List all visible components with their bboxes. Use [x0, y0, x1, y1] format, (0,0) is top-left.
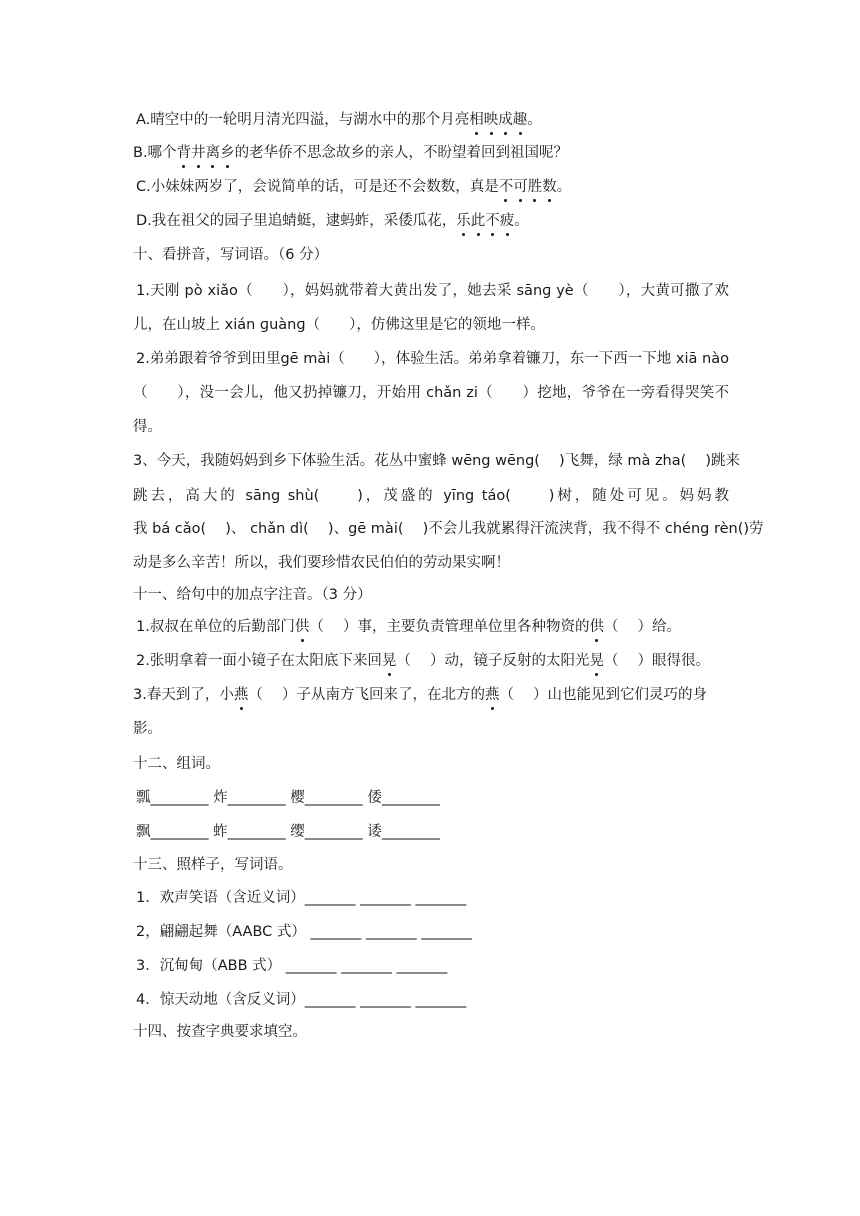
dotted-char: 乐 [456, 213, 471, 229]
s11-q3: 3.春天到了，小燕（ ）子从南方飞回来了，在北方的燕（ ）山也能见到它们灵巧的身 [133, 687, 708, 703]
s11-q1: 1.叔叔在单位的后勤部门供（ ）事，主要负责管理单位里各种物资的供（ ）给。 [136, 619, 682, 635]
option-a: A.晴空中的一轮明月清光四溢，与湖水中的那个月亮相映成趣。 [136, 112, 542, 128]
section-12-heading: 十二、组词。 [133, 756, 220, 772]
s13-line2: 2，翩翩起舞（AABC 式） _______ _______ _______ [136, 924, 472, 940]
s10-q3-line2: 跳去，高大的 sāng shù( )，茂盛的 yīng táo( )树，随处可见。妈妈教 [133, 488, 729, 504]
s11-q2: 2.张明拿着一面小镜子在太阳底下来回晃（ ）动，镜子反射的太阳光晃（ ）眼得很。 [136, 653, 711, 669]
option-c: C.小妹妹两岁了，会说简单的话，可是还不会数数，真是不可胜数。 [136, 179, 572, 195]
dotted-char: 不 [485, 213, 500, 229]
dotted-char: 趣 [512, 112, 528, 128]
option-d: D.我在祖父的园子里追蜻蜓，逮蚂蚱，采倭瓜花，乐此不疲。 [136, 213, 529, 229]
section-11-heading: 十一、给句中的加点字注音。（3 分） [133, 587, 372, 603]
dotted-char: 映 [483, 112, 499, 128]
s12-row1: 瓢________ 炸________ 樱________ 倭________ [136, 790, 440, 806]
s10-q2-line1: 2.弟弟跟着爷爷到田里gē mài（ ），体验生活。弟弟拿着镰刀，东一下西一下地 xiā nào [136, 351, 729, 367]
dotted-char: 胜 [527, 179, 543, 195]
s10-q3-line3: 我 bá cǎo( )、 chǎn dì( )、gē mài( )不会儿我就累得汗流浃背，我不得不 chéng rèn()劳 [133, 521, 764, 537]
s10-q2-line2: （ ），没一会儿，他又扔掉镰刀，开始用 chǎn zi（ ）挖地，爷爷在一旁看得哭笑不 [133, 385, 729, 401]
dotted-char: 晃 [589, 653, 604, 669]
dotted-char: 可 [513, 179, 528, 195]
s13-line3: 3．沉甸甸（ABB 式） _______ _______ _______ [136, 958, 448, 974]
dotted-char: 供 [294, 619, 310, 635]
s10-q1-line2: 儿，在山坡上 xián ɡuànɡ（ ），仿佛这里是它的领地一样。 [133, 317, 545, 333]
s10-q3-line4: 动是多么辛苦！所以，我们要珍惜农民伯伯的劳动果实啊！ [133, 555, 510, 571]
option-b: B.哪个背井离乡的老华侨不思念故乡的亲人，不盼望着回到祖国呢？ [133, 145, 569, 161]
dotted-char: 乡 [220, 145, 235, 161]
dotted-char: 数 [542, 179, 557, 195]
section-10-heading: 十、看拼音，写词语。（6 分） [133, 247, 329, 263]
s10-q2-line3: 得。 [133, 419, 162, 435]
s12-row2: 飘________ 蚱________ 缨________ 诿________ [136, 824, 440, 840]
s10-q1-line1: 1.天刚 pò xiǎo（ ），妈妈就带着大黄出发了，她去采 sānɡ yè（ ），大黄可撒了欢 [136, 283, 729, 299]
dotted-char: 此 [470, 213, 486, 229]
s10-q3-line1: 3、今天，我随妈妈到乡下体验生活。花丛中蜜蜂 wēng wēng( )飞舞，绿 mà zha( )跳来 [133, 453, 741, 469]
dotted-char: 疲 [499, 213, 515, 229]
dotted-char: 成 [498, 112, 513, 128]
dotted-char: 燕 [484, 687, 500, 703]
dotted-char: 不 [498, 179, 514, 195]
dotted-char: 井 [191, 145, 206, 161]
dotted-char: 燕 [233, 687, 249, 703]
dotted-char: 离 [205, 145, 221, 161]
dotted-char: 供 [589, 619, 604, 635]
section-14-heading: 十四、按查字典要求填空。 [133, 1024, 307, 1040]
section-13-heading: 十三、照样子，写词语。 [133, 857, 293, 873]
dotted-char: 晃 [381, 653, 397, 669]
s13-line1: 1．欢声笑语（含近义词）_______ _______ _______ [136, 890, 467, 906]
dotted-char: 相 [469, 112, 484, 128]
dotted-char: 背 [176, 145, 192, 161]
s13-line4: 4．惊天动地（含反义词）_______ _______ _______ [136, 992, 467, 1008]
s11-q3-line2: 影。 [133, 721, 162, 737]
